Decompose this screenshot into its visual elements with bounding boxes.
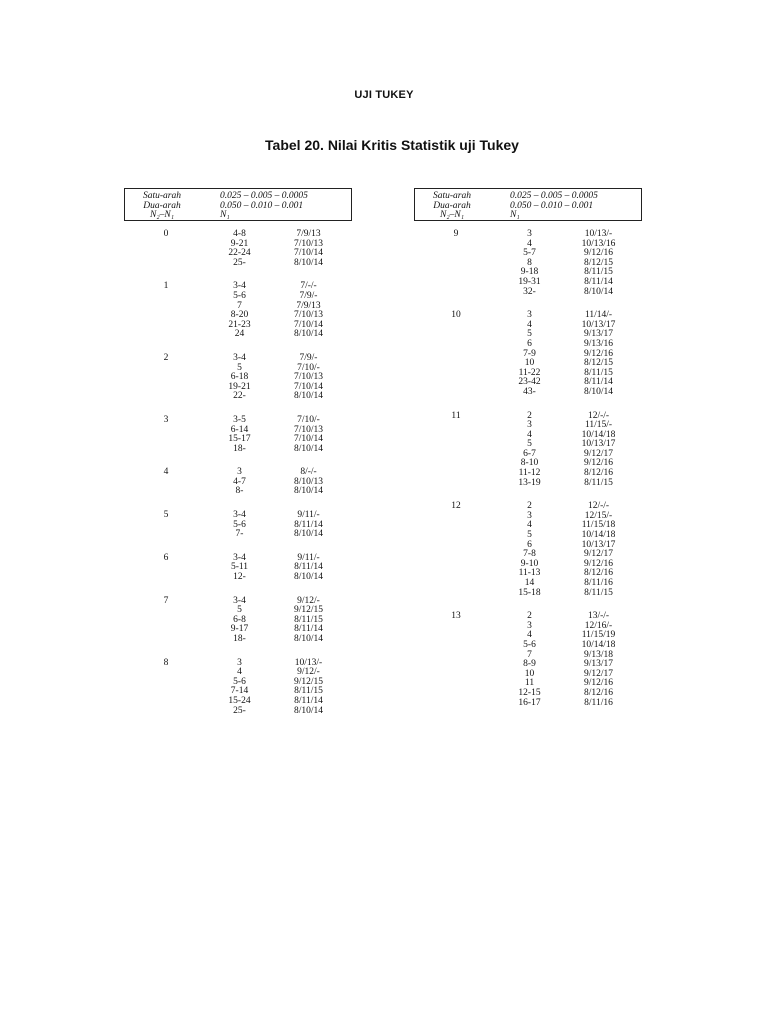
n1-range-cell: 5-6	[233, 519, 246, 530]
header-one-tailed-label: Satu-arah	[433, 191, 471, 201]
critical-values-cell: 8/10/13	[293, 476, 324, 487]
table-row	[498, 412, 642, 422]
table-row	[498, 388, 642, 398]
n1-range-cell: 3-4	[233, 352, 246, 363]
n1-range-cell: 8	[527, 257, 532, 268]
n1-range-cell: 8-9	[523, 659, 536, 670]
table-row	[208, 282, 352, 292]
n1-range-cell: 4-8	[233, 229, 246, 239]
critical-values-cell: 7/9/13	[296, 300, 321, 311]
header-two-tailed-values: 0.050 – 0.010 – 0.001	[220, 201, 304, 211]
group-key: 5	[163, 510, 169, 521]
table-row	[208, 563, 352, 573]
critical-values-cell: 8/10/14	[293, 486, 324, 497]
critical-values-cell: 8/11/15	[294, 614, 323, 625]
critical-values-cell: 10/14/18	[581, 429, 616, 440]
critical-values-cell: 10/13/17	[581, 539, 616, 550]
n1-range-cell: 18-	[233, 443, 246, 454]
table-row	[498, 240, 642, 250]
critical-values-cell: 8/11/16	[584, 578, 613, 588]
table-group	[124, 511, 352, 540]
critical-values-cell: 7/10/14	[293, 381, 324, 392]
group-key: 7	[163, 595, 169, 606]
critical-values-cell: 8/10/14	[293, 634, 324, 644]
n1-range-cell: 15-24	[228, 695, 251, 706]
table-row	[208, 364, 352, 374]
n1-range-cell: 5-11	[230, 562, 249, 573]
table-group	[414, 612, 642, 708]
critical-values-cell: 12/16/-	[584, 620, 613, 631]
table-group	[414, 412, 642, 489]
n1-range-cell: 15-17	[228, 434, 251, 445]
table-row	[498, 531, 642, 541]
critical-values-cell: 8/10/14	[583, 386, 614, 397]
table-group	[124, 416, 352, 454]
critical-values-cell: 10/13/-	[294, 657, 323, 668]
header-two-tailed-values: 0.050 – 0.010 – 0.001	[510, 201, 594, 211]
critical-values-cell: 10/13/17	[581, 319, 616, 330]
table-row	[498, 421, 642, 431]
critical-values-cell: 8/12/16	[583, 687, 614, 698]
critical-values-cell: 13/-/-	[587, 611, 610, 622]
critical-values-cell: 8/11/14	[294, 562, 323, 573]
n1-range-cell: 4	[527, 238, 532, 249]
table-group	[414, 502, 642, 598]
critical-values-cell: 8/12/15	[583, 257, 614, 268]
n1-range-cell: 19-31	[518, 276, 541, 287]
critical-values-cell: 9/13/18	[583, 649, 614, 660]
critical-values-cell: 9/13/17	[583, 659, 614, 670]
header-one-tailed-values: 0.025 – 0.005 – 0.0005	[220, 191, 308, 201]
n1-range-cell: 7	[237, 300, 242, 311]
n1-range-cell: 18-	[233, 634, 246, 644]
critical-values-cell: 8/11/14	[584, 276, 613, 287]
table-row	[498, 550, 642, 560]
critical-values-cell: 9/12/17	[583, 549, 614, 560]
critical-values-cell: 8/-/-	[300, 467, 317, 478]
n1-range-cell: 22-	[233, 391, 246, 402]
critical-values-cell: 8/11/15	[584, 587, 613, 598]
critical-values-cell: 7/10/13	[293, 372, 324, 383]
left-table-panel	[124, 188, 352, 730]
header-one-tailed-label: Satu-arah	[143, 191, 181, 201]
critical-values-cell: 9/13/17	[583, 329, 614, 340]
critical-values-cell: 10/13/17	[581, 439, 616, 450]
n1-range-cell: 10	[524, 358, 535, 369]
critical-values-cell: 7/10/14	[293, 319, 324, 330]
table-row	[498, 569, 642, 579]
table-group	[124, 468, 352, 497]
table-row	[498, 378, 642, 388]
table-row	[208, 597, 352, 607]
header-two-tailed-label: Dua-arah	[433, 201, 471, 211]
table-row	[208, 445, 352, 455]
n1-range-cell: 10	[524, 668, 535, 679]
n1-range-cell: 6	[527, 539, 532, 550]
n1-range-cell: 7	[527, 649, 532, 660]
critical-values-cell: 8/11/15	[584, 477, 613, 488]
critical-values-cell: 8/11/14	[294, 695, 323, 706]
table-row	[498, 340, 642, 350]
n1-range-cell: 23-42	[518, 377, 541, 388]
table-row	[208, 697, 352, 707]
critical-values-cell: 7/9/13	[296, 229, 321, 239]
n1-range-cell: 22-24	[228, 248, 251, 259]
n1-range-cell: 7-8	[523, 549, 536, 560]
group-key: 2	[163, 352, 169, 363]
group-key: 9	[453, 229, 459, 239]
n1-range-cell: 4	[527, 630, 532, 641]
table-row	[498, 622, 642, 632]
critical-values-cell: 7/9/-	[299, 352, 318, 363]
critical-values-cell: 8/10/14	[293, 705, 324, 716]
table-group	[124, 659, 352, 717]
critical-values-cell: 8/11/16	[584, 697, 613, 708]
critical-values-cell: 8/10/14	[293, 391, 324, 402]
table-group	[124, 597, 352, 645]
n1-range-cell: 32-	[523, 286, 536, 297]
n1-range-cell: 5	[527, 530, 532, 541]
n1-range-cell: 5-7	[523, 248, 536, 259]
critical-values-cell: 8/10/14	[293, 257, 324, 268]
n1-range-cell: 16-17	[518, 697, 541, 708]
n1-range-cell: 43-	[523, 386, 536, 397]
table-row	[498, 431, 642, 441]
critical-values-cell: 7/10/-	[297, 362, 320, 373]
n1-range-cell: 8-	[235, 486, 244, 497]
n1-range-cell: 3	[237, 467, 242, 478]
n1-range-cell: 2	[527, 410, 532, 421]
header-two-tailed-label: Dua-arah	[143, 201, 181, 211]
group-key: 0	[163, 229, 169, 239]
n1-range-cell: 6-7	[523, 448, 536, 459]
n1-range-cell: 4	[527, 520, 532, 531]
n1-range-cell: 2	[527, 501, 532, 512]
n1-range-cell: 4	[237, 667, 242, 678]
n1-range-cell: 4	[527, 319, 532, 330]
header-one-tailed-values: 0.025 – 0.005 – 0.0005	[510, 191, 598, 201]
critical-values-cell: 11/15/19	[581, 630, 616, 641]
n1-range-cell: 5	[237, 362, 242, 373]
header-n1-label: N₁	[220, 210, 230, 220]
table-row	[208, 668, 352, 678]
n1-range-cell: 5	[527, 329, 532, 340]
critical-values-cell: 8/12/16	[583, 468, 614, 479]
n1-range-cell: 11-12	[518, 468, 541, 479]
n1-range-cell: 5-6	[523, 639, 536, 650]
table-row	[498, 330, 642, 340]
table-row	[498, 440, 642, 450]
n1-range-cell: 3	[527, 620, 532, 631]
n1-range-cell: 3-4	[233, 552, 246, 563]
table-row	[498, 321, 642, 331]
critical-values-cell: 7/10/13	[293, 310, 324, 321]
table-row	[208, 468, 352, 478]
n1-range-cell: 5-6	[233, 290, 246, 301]
n1-range-cell: 6-8	[233, 614, 246, 625]
critical-values-cell: 10/14/18	[581, 530, 616, 541]
table-row	[208, 416, 352, 426]
critical-values-cell: 11/15/18	[581, 520, 616, 531]
critical-values-cell: 7/-/-	[300, 281, 317, 292]
critical-values-cell: 9/12/-	[297, 595, 320, 606]
page-heading: UJI TUKEY	[354, 89, 414, 101]
critical-values-cell: 8/11/15	[584, 267, 613, 278]
n1-range-cell: 3	[527, 310, 532, 321]
critical-values-cell: 8/11/14	[584, 377, 613, 388]
n1-range-cell: 4	[527, 429, 532, 440]
n1-range-cell: 3-4	[233, 595, 246, 606]
table-row	[208, 616, 352, 626]
n1-range-cell: 15-18	[518, 587, 541, 598]
table-row	[498, 502, 642, 512]
group-key: 8	[163, 657, 169, 668]
critical-values-cell: 10/14/18	[581, 639, 616, 650]
n1-range-cell: 25-	[233, 705, 246, 716]
group-key: 11	[451, 410, 461, 421]
table-row	[208, 625, 352, 635]
critical-values-cell: 7/10/13	[293, 424, 324, 435]
header-n2-n1-label: N₂–N₁	[149, 210, 175, 220]
n1-range-cell: 21-23	[228, 319, 251, 330]
table-row	[208, 249, 352, 259]
n1-range-cell: 4-7	[233, 476, 246, 487]
n1-range-cell: 8-20	[230, 310, 249, 321]
group-key: 4	[163, 467, 169, 478]
group-key: 12	[451, 501, 461, 512]
critical-values-cell: 7/10/14	[293, 248, 324, 259]
n1-range-cell: 11-22	[518, 367, 541, 378]
critical-values-cell: 9/12/17	[583, 668, 614, 679]
n1-range-cell: 7-14	[230, 686, 249, 697]
critical-values-cell: 7/10/-	[297, 414, 320, 425]
header-n1-label: N₁	[510, 210, 520, 220]
table-row	[208, 606, 352, 616]
table-group	[124, 230, 352, 268]
n1-range-cell: 5-6	[233, 676, 246, 687]
table-row	[208, 259, 352, 269]
table-row	[498, 450, 642, 460]
critical-values-cell: 8/11/15	[584, 367, 613, 378]
table-row	[498, 589, 642, 599]
table-group	[124, 354, 352, 402]
n1-range-cell: 3-5	[233, 414, 246, 425]
n1-range-cell: 3	[527, 420, 532, 431]
table-row	[208, 435, 352, 445]
table-row	[498, 651, 642, 661]
table-group	[124, 282, 352, 340]
critical-values-cell: 8/12/15	[583, 358, 614, 369]
table-row	[208, 659, 352, 669]
n1-range-cell: 6	[527, 338, 532, 349]
group-key: 6	[163, 552, 169, 563]
critical-values-cell: 8/10/14	[293, 529, 324, 540]
table-row	[498, 641, 642, 651]
table-row	[208, 635, 352, 645]
critical-values-cell: 9/12/16	[583, 558, 614, 569]
n1-range-cell: 12-	[233, 572, 246, 583]
critical-values-cell: 8/10/14	[583, 286, 614, 297]
table-title: Tabel 20. Nilai Kritis Statistik uji Tukey	[265, 137, 519, 153]
critical-values-cell: 9/11/-	[297, 552, 320, 563]
n1-range-cell: 9-10	[520, 558, 539, 569]
critical-values-cell: 8/10/14	[293, 329, 324, 340]
critical-values-cell: 9/11/-	[297, 510, 320, 521]
critical-values-cell: 9/12/15	[293, 676, 324, 687]
critical-values-cell: 11/14/-	[584, 310, 613, 321]
group-key: 3	[163, 414, 169, 425]
critical-values-cell: 10/13/16	[581, 238, 616, 249]
table-row	[498, 670, 642, 680]
n1-range-cell: 9-21	[230, 238, 249, 249]
critical-values-cell: 7/9/-	[299, 290, 318, 301]
table-row	[208, 302, 352, 312]
group-key: 10	[451, 310, 461, 321]
n1-range-cell: 2	[527, 611, 532, 622]
table-row	[498, 259, 642, 269]
n1-range-cell: 7-	[235, 529, 244, 540]
table-row	[208, 330, 352, 340]
n1-range-cell: 25-	[233, 257, 246, 268]
n1-range-cell: 14	[524, 578, 535, 588]
group-key: 13	[451, 611, 461, 622]
n1-range-cell: 3-4	[233, 510, 246, 521]
n1-range-cell: 5	[237, 605, 242, 616]
n1-range-cell: 13-19	[518, 477, 541, 488]
table-row	[208, 573, 352, 583]
n1-range-cell: 9-18	[520, 267, 539, 278]
critical-values-cell: 9/12/17	[583, 448, 614, 459]
critical-values-cell: 9/12/16	[583, 348, 614, 359]
n1-range-cell: 8-10	[520, 458, 539, 469]
critical-values-cell: 8/11/15	[294, 686, 323, 697]
right-table-body	[414, 230, 642, 708]
table-group	[414, 230, 642, 297]
critical-values-cell: 9/12/15	[293, 605, 324, 616]
critical-values-cell: 9/12/-	[297, 667, 320, 678]
table-row	[498, 512, 642, 522]
n1-range-cell: 6-18	[230, 372, 249, 383]
left-table-body	[124, 230, 352, 716]
table-row	[208, 230, 352, 240]
n1-range-cell: 24	[234, 329, 245, 340]
n1-range-cell: 11	[524, 678, 535, 689]
critical-values-cell: 8/11/14	[294, 519, 323, 530]
n1-range-cell: 19-21	[228, 381, 251, 392]
critical-values-cell: 9/13/16	[583, 338, 614, 349]
left-table-header	[124, 188, 352, 221]
table-row	[498, 230, 642, 240]
table-row	[498, 311, 642, 321]
n1-range-cell: 3	[527, 510, 532, 521]
critical-values-cell: 9/12/16	[583, 248, 614, 259]
critical-values-cell: 8/10/14	[293, 443, 324, 454]
table-row	[498, 541, 642, 551]
critical-values-cell: 8/10/14	[293, 572, 324, 583]
table-row	[208, 487, 352, 497]
table-row	[498, 631, 642, 641]
table-row	[498, 479, 642, 489]
table-row	[208, 707, 352, 717]
table-row	[498, 288, 642, 298]
table-row	[498, 612, 642, 622]
right-table-header	[414, 188, 642, 221]
critical-values-cell: 12/-/-	[587, 410, 610, 421]
n1-range-cell: 3	[527, 229, 532, 239]
header-n2-n1-label: N₂–N₁	[439, 210, 465, 220]
table-row	[208, 354, 352, 364]
table-row	[208, 554, 352, 564]
critical-values-cell: 11/15/-	[584, 420, 613, 431]
table-row	[208, 530, 352, 540]
n1-range-cell: 7-9	[523, 348, 536, 359]
table-row	[208, 321, 352, 331]
table-row	[498, 249, 642, 259]
table-row	[498, 350, 642, 360]
table-row	[498, 278, 642, 288]
n1-range-cell: 11-13	[518, 568, 541, 579]
critical-values-cell: 9/12/16	[583, 458, 614, 469]
critical-values-cell: 7/10/14	[293, 434, 324, 445]
table-group	[414, 311, 642, 397]
critical-values-cell: 9/12/16	[583, 678, 614, 689]
n1-range-cell: 12-15	[518, 687, 541, 698]
n1-range-cell: 3-4	[233, 281, 246, 292]
table-group	[124, 554, 352, 583]
table-row	[498, 660, 642, 670]
n1-range-cell: 6-14	[230, 424, 249, 435]
critical-values-cell: 12/15/-	[584, 510, 613, 521]
table-row	[208, 392, 352, 402]
critical-values-cell: 7/10/13	[293, 238, 324, 249]
table-row	[208, 383, 352, 393]
table-row	[208, 521, 352, 531]
critical-values-cell: 10/13/-	[584, 229, 613, 239]
right-table-panel	[414, 188, 642, 722]
critical-values-cell: 8/12/16	[583, 568, 614, 579]
n1-range-cell: 5	[527, 439, 532, 450]
critical-values-cell: 12/-/-	[587, 501, 610, 512]
table-row	[208, 292, 352, 302]
group-key: 1	[163, 281, 169, 292]
n1-range-cell: 3	[237, 657, 242, 668]
table-row	[498, 521, 642, 531]
critical-values-cell: 8/11/14	[294, 624, 323, 635]
table-row	[208, 478, 352, 488]
table-row	[208, 678, 352, 688]
n1-range-cell: 9-17	[230, 624, 249, 635]
table-row	[498, 699, 642, 709]
table-row	[208, 511, 352, 521]
